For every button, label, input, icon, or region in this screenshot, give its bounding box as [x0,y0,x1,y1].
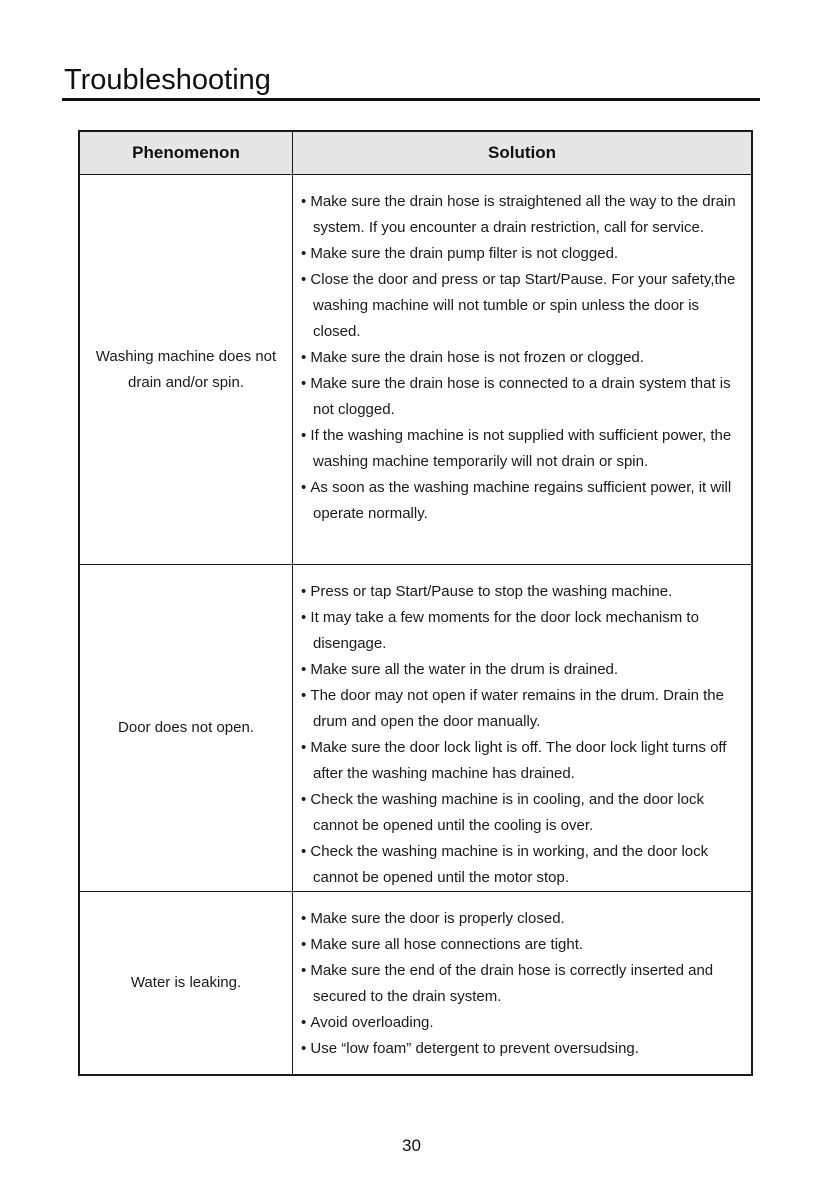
solution-cell [293,565,751,891]
troubleshooting-table [78,130,753,1076]
solution-item: • It may take a few moments for the door lock mechanism to disengage. [301,605,739,657]
solution-item: • Make sure the door is properly closed. [301,906,739,932]
solution-item: • Check the washing machine is in working, and the door lock cannot be opened until the motor stop. [301,839,739,891]
solution-item: • Make sure the end of the drain hose is correctly inserted and secured to the drain system. [301,958,739,1010]
table-row [80,892,751,1074]
solution-item: • If the washing machine is not supplied with sufficient power, the washing machine temporarily will not drain or spin. [301,423,739,475]
header-solution: Solution [488,143,556,162]
solution-item: • Check the washing machine is in cooling, and the door lock cannot be opened until the cooling is over. [301,787,739,839]
solution-item: • Make sure all hose connections are tight. [301,932,739,958]
title-underline [62,98,760,101]
solution-item: • Avoid overloading. [301,1010,739,1036]
solution-item: • Use “low foam” detergent to prevent oversudsing. [301,1036,739,1062]
solution-cell [293,175,751,564]
phenomenon-cell: Door does not open. [80,565,293,891]
phenomenon-cell: Washing machine does not drain and/or spin. [80,175,293,564]
solution-item: • Make sure the drain pump filter is not clogged. [301,241,739,267]
solution-item: • Press or tap Start/Pause to stop the washing machine. [301,579,739,605]
phenomenon-cell: Water is leaking. [80,892,293,1074]
solution-item: • Make sure the drain hose is connected to a drain system that is not clogged. [301,371,739,423]
page-number: 30 [402,1136,421,1155]
solution-item: • As soon as the washing machine regains sufficient power, it will operate normally. [301,475,739,527]
solution-item: • Close the door and press or tap Start/Pause. For your safety,the washing machine will not tumble or spin unless the door is closed. [301,267,739,345]
table-row [80,565,751,892]
page-title: Troubleshooting [64,64,271,96]
solution-item: • Make sure the drain hose is straightened all the way to the drain system. If you encounter a drain restriction, call for service. [301,189,739,241]
table-row [80,175,751,565]
solution-item: • Make sure the drain hose is not frozen or clogged. [301,345,739,371]
table-header [80,132,751,175]
solution-item: • Make sure all the water in the drum is drained. [301,657,739,683]
solution-item: • Make sure the door lock light is off. The door lock light turns off after the washing machine has drained. [301,735,739,787]
solution-item: • The door may not open if water remains in the drum. Drain the drum and open the door manually. [301,683,739,735]
header-phenomenon: Phenomenon [80,132,293,174]
solution-cell [293,892,751,1074]
